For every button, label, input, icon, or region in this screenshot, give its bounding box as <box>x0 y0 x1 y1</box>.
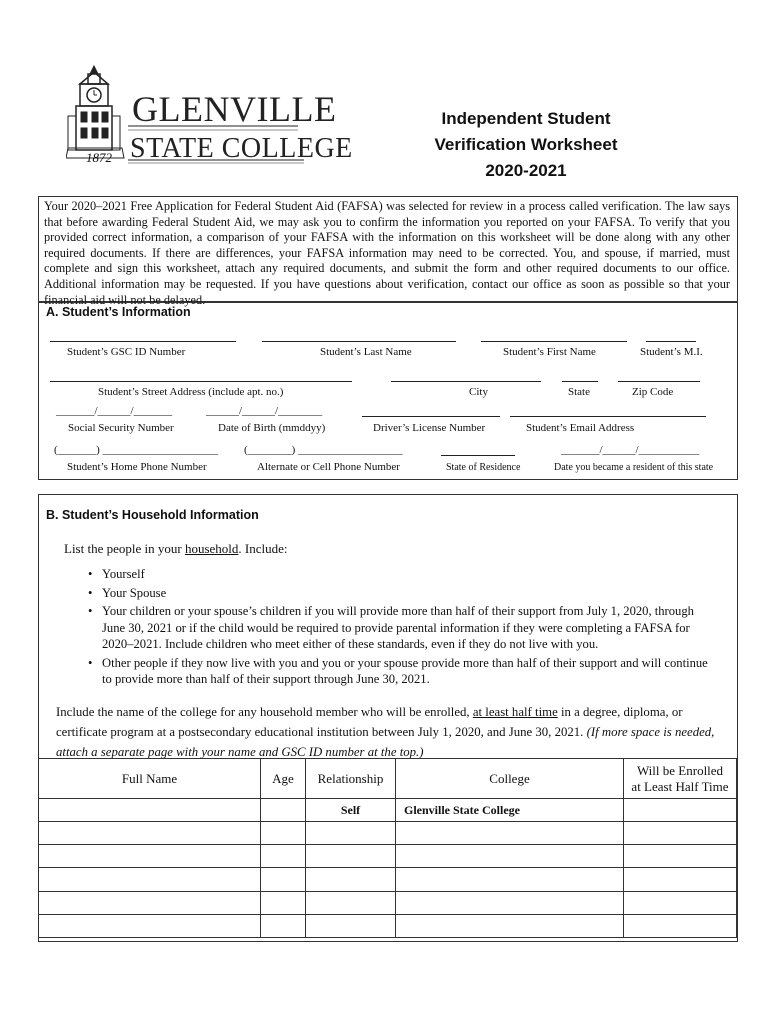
bullet-item: • Other people if they now live with you and you or your spouse provide more than half of their support and will continue to provide more than half of their support through June 30, 2021. <box>88 655 718 688</box>
zip-field[interactable] <box>618 381 700 382</box>
list-intro-household: household <box>184 541 239 556</box>
state-field[interactable] <box>562 381 598 382</box>
cell-age[interactable] <box>261 868 306 891</box>
street-field[interactable] <box>50 381 352 382</box>
gsc-id-field[interactable] <box>50 341 236 342</box>
email-field[interactable] <box>510 416 706 417</box>
last-name-field[interactable] <box>262 341 456 342</box>
intro-paragraph: Your 2020–2021 Free Application for Federal Student Aid (FAFSA) was selected for review in a process called verification. The law says that before awarding Federal Student Aid, we may ask you to confirm the information you reported on your FAFSA. To verify that you provided correct information, a comparison of your FAFSA with the information on this worksheet will be done along with any other required documents. If there are differences, your FAFSA information may need to be corrected. You, and spouse, if married, must complete and sign this worksheet, attach any required documents, and submit the form and other required documents to our office. Additional information may be requested. If you have questions about verification, contact our office as soon as possible so that your financial aid will not be delayed. <box>44 199 730 307</box>
table-header-row <box>39 759 737 799</box>
residence-state-label: State of Residence <box>446 462 521 473</box>
cell-college[interactable] <box>396 914 624 937</box>
alt-phone-field[interactable]: (________) ___________________ <box>244 444 403 456</box>
first-name-field[interactable] <box>481 341 627 342</box>
table-row <box>39 822 737 845</box>
cell-full-name[interactable] <box>39 914 261 937</box>
cell-enrolled[interactable] <box>624 914 737 937</box>
ssn-label: Social Security Number <box>68 422 174 434</box>
include-paragraph <box>56 702 726 762</box>
resident-date-label: Date you became a resident of this state <box>554 462 714 473</box>
bullet-item: • Yourself <box>88 566 718 583</box>
email-label: Student’s Email Address <box>526 422 635 434</box>
title-line2: Verification Worksheet <box>434 135 618 154</box>
dob-label: Date of Birth (mmddyy) <box>218 422 326 434</box>
cell-college: Glenville State College <box>396 799 624 822</box>
household-list-intro <box>64 541 288 557</box>
table-row <box>39 891 737 914</box>
col-relationship: Relationship <box>306 759 396 799</box>
table-row <box>39 868 737 891</box>
col-enrolled <box>624 759 737 799</box>
state-label: State <box>568 386 590 398</box>
cell-age[interactable] <box>261 799 306 822</box>
cell-relationship[interactable] <box>306 845 396 868</box>
cell-age[interactable] <box>261 891 306 914</box>
col-college: College <box>396 759 624 799</box>
cell-enrolled[interactable] <box>624 868 737 891</box>
table-row <box>39 914 737 937</box>
cell-full-name[interactable] <box>39 868 261 891</box>
resident-date-field[interactable]: _______/______/___________ <box>561 444 700 456</box>
list-intro-prefix: List the people in your <box>64 541 185 556</box>
license-field[interactable] <box>362 416 500 417</box>
cell-relationship: Self <box>306 799 396 822</box>
ssn-field[interactable]: _______/______/_______ <box>56 405 173 417</box>
city-field[interactable] <box>391 381 541 382</box>
cell-age[interactable] <box>261 845 306 868</box>
page-title <box>406 106 646 184</box>
cell-relationship[interactable] <box>306 868 396 891</box>
include-note: (If more space is needed, attach a separate page with your name and GSC ID number at the top.) <box>56 725 715 759</box>
college-name-line2: STATE COLLEGE <box>130 133 353 164</box>
cell-age[interactable] <box>261 914 306 937</box>
cell-enrolled[interactable] <box>624 891 737 914</box>
cell-college[interactable] <box>396 845 624 868</box>
street-label: Student’s Street Address (include apt. no.) <box>98 386 284 398</box>
title-line3: 2020-2021 <box>485 161 567 180</box>
col-enrolled-line2: at Least Half Time <box>631 778 729 794</box>
cell-college[interactable] <box>396 822 624 845</box>
cell-college[interactable] <box>396 891 624 914</box>
alt-phone-label: Alternate or Cell Phone Number <box>257 461 400 473</box>
last-name-label: Student’s Last Name <box>320 346 412 358</box>
table-row <box>39 845 737 868</box>
include-prefix: Include the name of the college for any household member who will be enrolled, <box>56 705 473 719</box>
cell-full-name[interactable] <box>39 845 261 868</box>
table-row <box>39 799 737 822</box>
cell-enrolled[interactable] <box>624 845 737 868</box>
cell-relationship[interactable] <box>306 914 396 937</box>
cell-enrolled[interactable] <box>624 822 737 845</box>
cell-full-name[interactable] <box>39 891 261 914</box>
city-label: City <box>469 386 488 398</box>
home-phone-field[interactable]: (_______) _____________________ <box>54 444 219 456</box>
first-name-label: Student’s First Name <box>503 346 596 358</box>
include-half-time: at least half time <box>472 705 558 719</box>
cell-relationship[interactable] <box>306 822 396 845</box>
list-intro-suffix: . Include: <box>238 541 288 556</box>
section-b-title: B. Student’s Household Information <box>46 508 259 522</box>
gsc-id-label: Student’s GSC ID Number <box>67 346 186 358</box>
cell-college[interactable] <box>396 868 624 891</box>
zip-label: Zip Code <box>632 386 674 398</box>
cell-full-name[interactable] <box>39 799 261 822</box>
middle-initial-label: Student’s M.I. <box>640 346 703 358</box>
home-phone-label: Student’s Home Phone Number <box>67 461 207 473</box>
include-suffix: in a degree, diploma, or certificate program at a postsecondary educational institution between July 1, 2020, and June 30, 2021. <box>56 705 683 739</box>
household-table <box>38 758 737 938</box>
license-label: Driver’s License Number <box>373 422 486 434</box>
col-age: Age <box>261 759 306 799</box>
bullet-item: • Your Spouse <box>88 585 718 602</box>
founding-year: 1872 <box>86 150 112 165</box>
college-name-line1: GLENVILLE <box>132 89 337 129</box>
middle-initial-field[interactable] <box>646 341 696 342</box>
cell-relationship[interactable] <box>306 891 396 914</box>
section-a-title: A. Student’s Information <box>46 305 191 319</box>
col-full-name: Full Name <box>39 759 261 799</box>
cell-age[interactable] <box>261 822 306 845</box>
dob-field[interactable]: ______/______/________ <box>206 405 323 417</box>
bullet-item: • Your children or your spouse’s children if you will provide more than half of their support from July 1, 2020, through June 30, 2021 or if the child would be required to provide parental information if they were completing a FAFSA for 2020–2021. Include children who meet either of these standards, even if they do not live with you. <box>88 603 718 653</box>
title-line1: Independent Student <box>441 109 611 128</box>
col-enrolled-line1: Will be Enrolled <box>636 762 724 778</box>
cell-full-name[interactable] <box>39 822 261 845</box>
cell-enrolled[interactable] <box>624 799 737 822</box>
residence-state-field[interactable] <box>441 455 515 456</box>
household-bullet-list <box>88 566 718 690</box>
